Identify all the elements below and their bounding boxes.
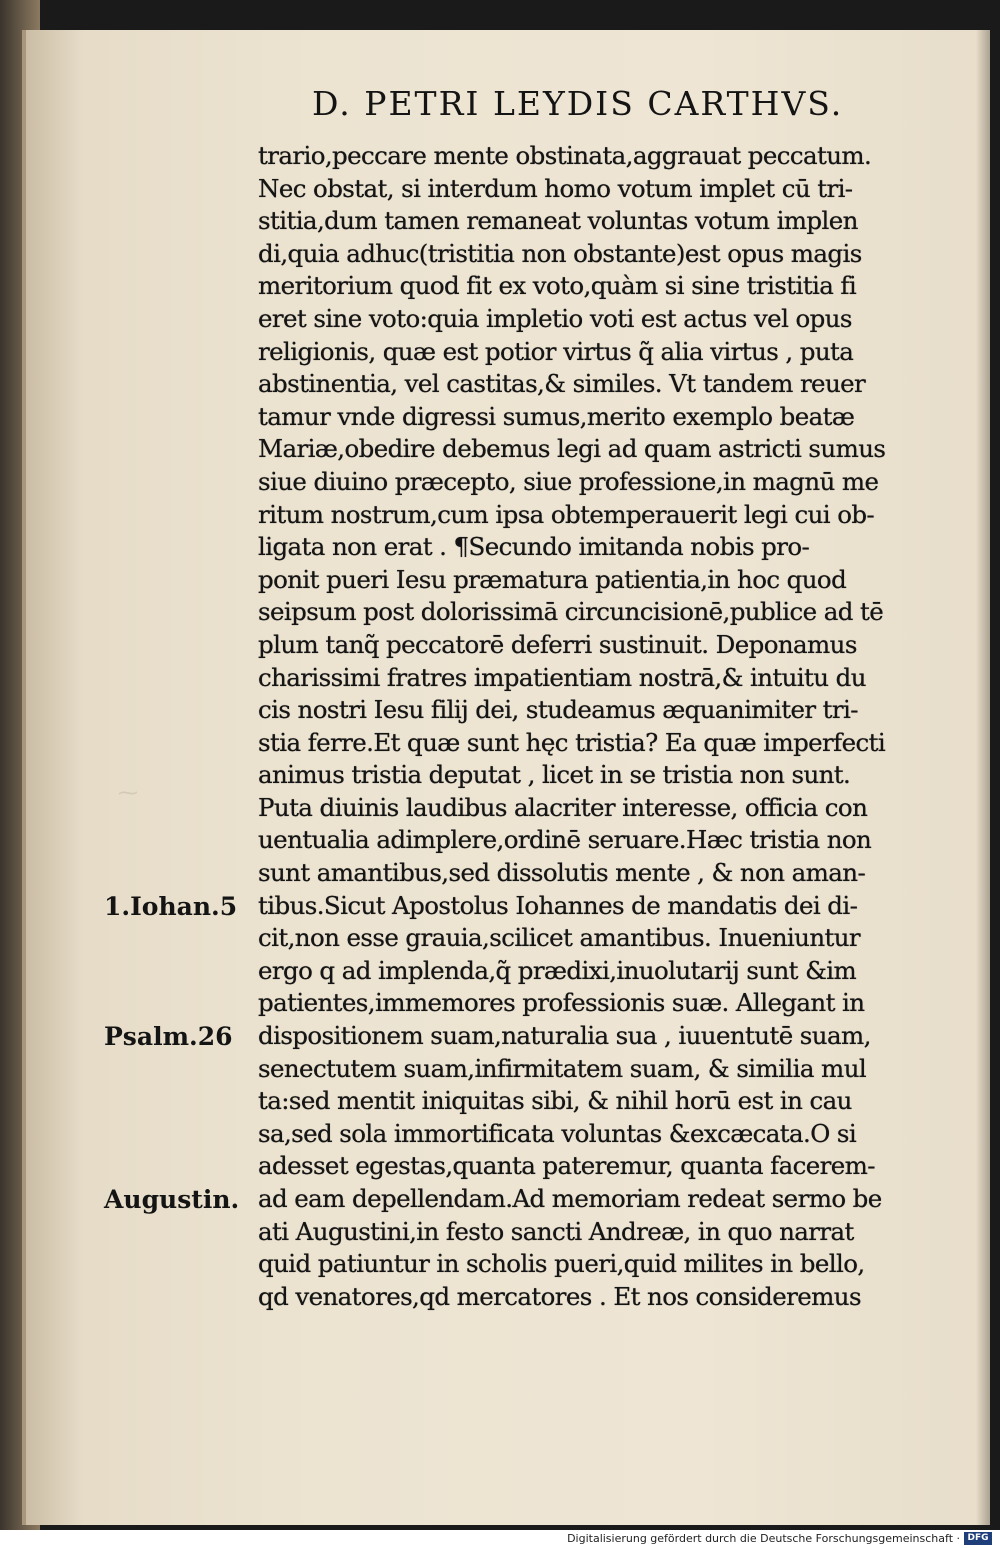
text-line: ligata non erat . ¶Secundo imitanda nobis pro-: [258, 532, 810, 562]
text-line: meritorium quod fit ex voto,quàm si sine tristitia fi: [258, 271, 857, 301]
marginal-note: Psalm.26: [104, 1022, 233, 1051]
text-line: eret sine voto:quia impletio voti est actus vel opus: [258, 303, 852, 333]
bleed-through: ⁓: [118, 780, 138, 804]
text-line: uentualia adimplere,ordinē seruare.Hæc tristia non: [258, 825, 872, 855]
dfg-logo: DFG: [964, 1532, 992, 1545]
text-line: ponit pueri Iesu præmatura patientia,in hoc quod: [258, 564, 847, 594]
text-line: cis nostri Iesu filij dei, studeamus æquanimiter tri-: [258, 695, 858, 725]
text-line: Mariæ,obedire debemus legi ad quam astricti sumus: [258, 434, 886, 464]
text-line: senectutem suam,infirmitatem suam, & similia mul: [258, 1053, 867, 1083]
marginal-note: 1.Iohan.5: [104, 892, 238, 921]
text-line: abstinentia, vel castitas,& similes. Vt tandem reuer: [258, 369, 866, 399]
body-text: [258, 140, 938, 1313]
text-line: ta:sed mentit iniquitas sibi, & nihil horū est in cau: [258, 1086, 852, 1116]
text-line: stia ferre.Et quæ sunt hęc tristia? Ea quæ imperfecti: [258, 727, 886, 757]
text-line: tibus.Sicut Apostolus Iohannes de mandatis dei di-: [258, 890, 858, 920]
text-line: plum tanq̃ peccatorē deferri sustinuit. Deponamus: [258, 629, 857, 659]
text-line: sunt amantibus,sed dissolutis mente , & non aman-: [258, 858, 866, 888]
text-line: trario,peccare mente obstinata,aggrauat peccatum.: [258, 141, 872, 170]
text-line: religionis, quæ est potior virtus q̃ alia virtus , puta: [258, 336, 854, 366]
text-line: stitia,dum tamen remaneat voluntas votum implen: [258, 206, 858, 236]
text-line: ad eam depellendam.Ad memoriam redeat sermo be: [258, 1184, 882, 1213]
text-line: di,quia adhuc(tristitia non obstante)est opus magis: [258, 238, 862, 268]
page-shadow: [976, 30, 990, 1525]
text-line: siue diuino præcepto, siue professione,in magnū me: [258, 466, 879, 496]
text-line: tamur vnde digressi sumus,merito exemplo beatæ: [258, 401, 855, 431]
text-line: ergo q ad implenda,q̃ prædixi,inuolutarij sunt &im: [258, 955, 857, 985]
text-line: Nec obstat, si interdum homo votum implet cū tri-: [258, 173, 853, 203]
text-line: qd venatores,qd mercatores . Et nos consideremus: [258, 1281, 861, 1311]
text-line: animus tristia deputat , licet in se tristia non sunt.: [258, 760, 851, 790]
text-line: quid patiuntur in scholis pueri,quid milites in bello,: [258, 1249, 865, 1279]
digitization-credit: Digitalisierung gefördert durch die Deutsche Forschungsgemeinschaft ·: [567, 1532, 960, 1545]
text-line: adesset egestas,quanta pateremur, quanta facerem-: [258, 1151, 875, 1181]
marginal-note: Augustin.: [104, 1185, 240, 1214]
running-head: D. PETRI LEYDIS CARTHVS.: [312, 84, 844, 123]
text-line: ati Augustini,in festo sancti Andreæ, in quo narrat: [258, 1216, 854, 1246]
text-line: sa,sed sola immortificata voluntas &excæcata.O si: [258, 1118, 857, 1148]
text-line: seipsum post dolorissimā circuncisionē,publice ad tē: [258, 597, 884, 627]
text-line: charissimi fratres impatientiam nostrā,& intuitu du: [258, 662, 866, 692]
text-line: dispositionem suam,naturalia sua , iuuentutē suam,: [258, 1021, 871, 1051]
text-line: ritum nostrum,cum ipsa obtemperauerit legi cui ob-: [258, 499, 875, 529]
text-line: patientes,immemores professionis suæ. Allegant in: [258, 988, 865, 1018]
text-line: Puta diuinis laudibus alacriter interesse, officia con: [258, 792, 868, 822]
text-line: cit,non esse grauia,scilicet amantibus. Inueniuntur: [258, 923, 861, 953]
